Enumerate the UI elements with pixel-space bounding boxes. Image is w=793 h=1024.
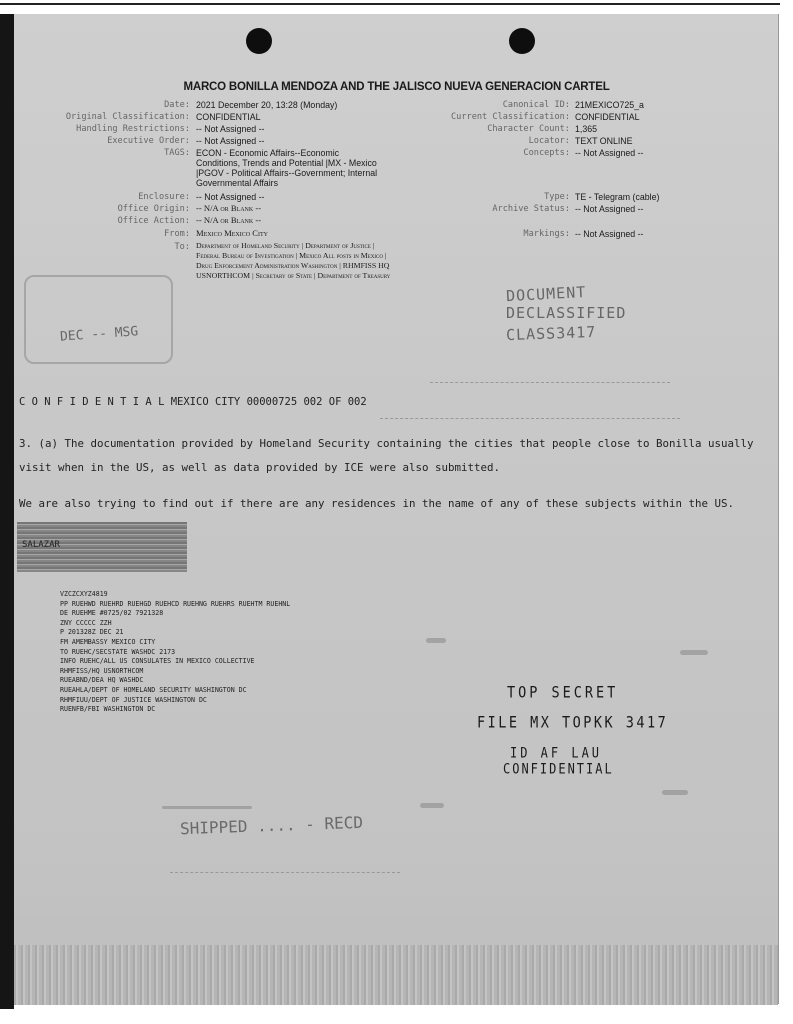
type-label: Type: — [544, 192, 570, 202]
office-origin-value: -- N/A or Blank -- — [196, 203, 262, 213]
top-secret-stamp: TOP SECRET — [507, 683, 619, 703]
declassified-stamp-line3: CLASS3417 — [505, 322, 597, 345]
scan-artifact-line — [170, 872, 400, 874]
archive-status-label: Archive Status: — [492, 204, 570, 214]
to-value: Department of Homeland Security | Department of Justice | Federal Bureau of Investigation | Mexico All posts in Mexico | Drug Enforcement Administration Washington | RHMFISS HQ USNORTHCOM | Secretary of State | Department of Treasury — [196, 241, 391, 280]
scan-speck — [680, 650, 708, 655]
routing-line: TO RUEHC/SECSTATE WASHDC 2173 — [60, 647, 176, 656]
received-stamp: DEC -- MSG — [59, 324, 139, 345]
from-label: From: — [164, 229, 190, 239]
routing-block — [60, 590, 290, 715]
scan-speck — [662, 790, 688, 795]
routing-line: RHMFISS/HQ USNORTHCOM — [60, 666, 144, 675]
routing-line: ZNY CCCCC ZZH — [60, 618, 112, 627]
document-title: MARCO BONILLA MENDOZA AND THE JALISCO NUEVA GENERACION CARTEL — [183, 81, 610, 93]
executive-order-label: Executive Order: — [107, 136, 190, 146]
scan-speck — [162, 806, 252, 809]
scan-artifact-line — [430, 382, 670, 384]
punch-hole-left — [246, 28, 272, 54]
routing-line: RUEABND/DEA HQ WASHDC — [60, 676, 144, 685]
type-value: TE - Telegram (cable) — [575, 192, 660, 202]
routing-line: VZCZCXYZ4819 — [60, 590, 108, 598]
confidential-stamp: CONFIDENTIAL — [503, 760, 614, 777]
scan-speck — [426, 638, 446, 643]
scan-speck — [420, 803, 444, 808]
tags-label: TAGS: — [164, 148, 190, 158]
handling-restrictions-value: -- Not Assigned -- — [196, 124, 265, 134]
routing-line: RUEAHLA/DEPT OF HOMELAND SECURITY WASHINGTON DC — [60, 685, 247, 694]
tags-value: ECON - Economic Affairs--Economic Conditions, Trends and Potential |MX - Mexico |PGOV - Political Affairs--Government; Internal Governmental Affairs — [196, 148, 378, 188]
routing-line: PP RUEHWD RUEHRD RUEHGD RUEHCD RUEHNG RUEHRS RUEHTM RUEHNL — [60, 599, 291, 608]
routing-line: INFO RUEHC/ALL US CONSULATES IN MEXICO COLLECTIVE — [60, 657, 255, 666]
concepts-value: -- Not Assigned -- — [575, 148, 644, 158]
punch-hole-right — [509, 28, 535, 54]
from-value: Mexico Mexico City — [196, 228, 268, 238]
office-action-label: Office Action: — [117, 216, 190, 226]
character-count-label: Character Count: — [487, 124, 570, 134]
date-label: Date: — [164, 100, 190, 110]
scan-noise-band — [14, 945, 778, 1005]
routing-line: DE RUEHME #0725/02 7921328 — [60, 609, 164, 618]
received-stamp-frame — [24, 275, 173, 364]
enclosure-label: Enclosure: — [138, 192, 190, 202]
declassified-stamp — [506, 283, 626, 343]
character-count-value: 1,365 — [575, 124, 598, 134]
declassified-stamp-line2: DECLASSIFIED — [506, 304, 627, 322]
scan-artifact-line — [380, 418, 680, 420]
routing-line: P 201328Z DEC 21 — [60, 628, 124, 637]
paragraph-residences: We are also trying to find out if there are any residences in the name of any of these subjects within the US. — [19, 497, 735, 510]
top-border — [0, 3, 780, 5]
enclosure-value: -- Not Assigned -- — [196, 192, 265, 202]
scan-edge-right — [778, 14, 779, 1004]
to-label: To: — [174, 242, 190, 252]
canonical-id-label: Canonical ID: — [502, 100, 570, 110]
routing-line: RUENFB/FBI WASHINGTON DC — [60, 705, 156, 714]
markings-value: -- Not Assigned -- — [575, 229, 644, 239]
cable-header: C O N F I D E N T I A L MEXICO CITY 00000725 002 OF 002 — [19, 396, 367, 408]
handling-restrictions-label: Handling Restrictions: — [76, 124, 190, 134]
id-stamp: ID AF LAU — [510, 744, 603, 761]
executive-order-value: -- Not Assigned -- — [196, 136, 265, 146]
markings-label: Markings: — [523, 229, 570, 239]
current-classification-value: CONFIDENTIAL — [575, 112, 640, 122]
office-origin-label: Office Origin: — [117, 204, 190, 214]
routing-line: RHMFIUU/DEPT OF JUSTICE WASHINGTON DC — [60, 695, 207, 704]
file-number-stamp: FILE MX TOPKK 3417 — [477, 713, 669, 733]
paragraph-3a: 3. (a) The documentation provided by Homeland Security containing the cities that people close to Bonilla usually visit when in the US, as well as data provided by ICE were also submitted. — [19, 437, 754, 474]
concepts-label: Concepts: — [523, 148, 570, 158]
current-classification-label: Current Classification: — [451, 112, 570, 122]
shipped-stamp: SHIPPED .... - RECD — [179, 812, 364, 839]
office-action-value: -- N/A or Blank -- — [196, 215, 262, 225]
locator-label: Locator: — [528, 136, 570, 146]
archive-status-value: -- Not Assigned -- — [575, 204, 644, 214]
scan-edge-left — [0, 14, 14, 1009]
canonical-id-value: 21MEXICO725_a — [575, 100, 644, 110]
date-value: 2021 December 20, 13:28 (Monday) — [196, 100, 338, 110]
redacted-label: SALAZAR — [22, 540, 60, 550]
original-classification-value: CONFIDENTIAL — [196, 112, 261, 122]
declassified-stamp-line1: DOCUMENT — [505, 282, 587, 306]
routing-line: FM AMEMBASSY MEXICO CITY — [60, 637, 156, 646]
locator-value: TEXT ONLINE — [575, 136, 633, 146]
original-classification-label: Original Classification: — [65, 112, 190, 122]
